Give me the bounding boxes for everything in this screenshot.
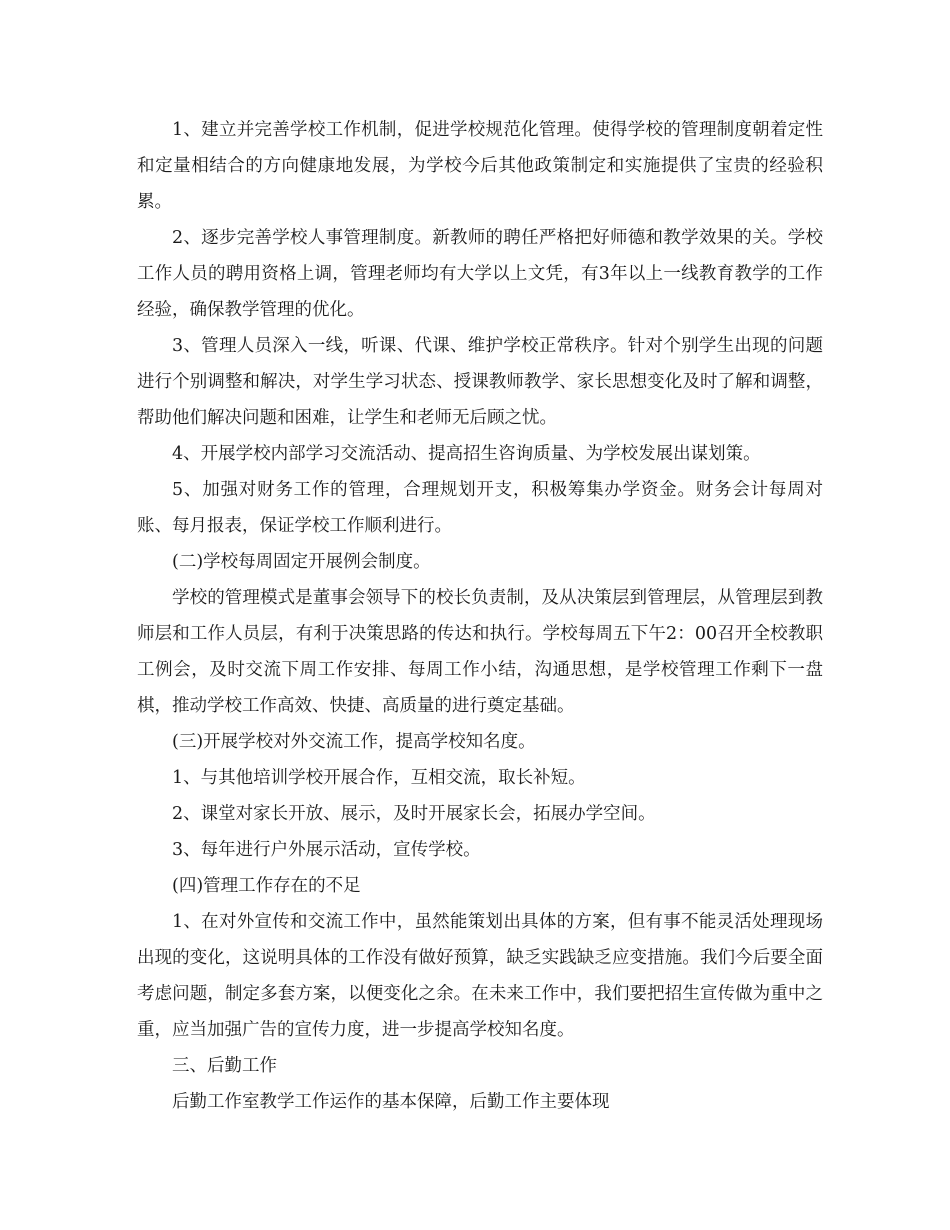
paragraph-3: 3、管理人员深入一线，听课、代课、维护学校正常秩序。针对个别学生出现的问题进行个别调整和解决，对学生学习状态、授课教师教学、家长思想变化及时了解和调整，帮助他们解决问题和困难，让学生和老师无后顾之忧。	[137, 336, 823, 428]
paragraph-4: 4、开展学校内部学习交流活动、提高招生咨询质量、为学校发展出谋划策。	[172, 444, 761, 464]
paragraph-1: 1、建立并完善学校工作机制，促进学校规范化管理。使得学校的管理制度朝着定性和定量相结合的方向健康地发展，为学校今后其他政策制定和实施提供了宝贵的经验积累。	[137, 120, 823, 212]
paragraph-7: 1、与其他培训学校开展合作，互相交流，取长补短。	[172, 768, 586, 788]
paragraph-2: 2、逐步完善学校人事管理制度。新教师的聘任严格把好师德和教学效果的关。学校工作人员的聘用资格上调，管理老师均有大学以上文凭，有3年以上一线教育教学的工作经验，确保教学管理的优化。	[137, 228, 823, 320]
document-body	[137, 112, 823, 1120]
paragraph-8: 2、课堂对家长开放、展示，及时开展家长会，拓展办学空间。	[172, 804, 656, 824]
paragraph-6: 学校的管理模式是董事会领导下的校长负责制，及从决策层到管理层，从管理层到教师层和工作人员层，有利于决策思路的传达和执行。学校每周五下午2：00召开全校教职工例会，及时交流下周工作安排、每周工作小结，沟通思想，是学校管理工作剩下一盘棋，推动学校工作高效、快捷、高质量的进行奠定基础。	[137, 588, 823, 716]
paragraph-10: 1、在对外宣传和交流工作中，虽然能策划出具体的方案，但有事不能灵活处理现场出现的变化，这说明具体的工作没有做好预算，缺乏实践缺乏应变措施。我们今后要全面考虑问题，制定多套方案，以便变化之余。在未来工作中，我们要把招生宣传做为重中之重，应当加强广告的宣传力度，进一步提高学校知名度。	[137, 912, 823, 1040]
section-heading-3: (三)开展学校对外交流工作，提高学校知名度。	[172, 732, 536, 752]
paragraph-9: 3、每年进行户外展示活动，宣传学校。	[172, 840, 481, 860]
chapter-heading-3: 三、后勤工作	[172, 1056, 277, 1076]
paragraph-11: 后勤工作室教学工作运作的基本保障，后勤工作主要体现	[172, 1092, 610, 1112]
section-heading-2: (二)学校每周固定开展例会制度。	[172, 552, 431, 572]
paragraph-5: 5、加强对财务工作的管理，合理规划开支，积极筹集办学资金。财务会计每周对账、每月报表，保证学校工作顺利进行。	[137, 480, 823, 536]
section-heading-4: (四)管理工作存在的不足	[172, 876, 361, 896]
